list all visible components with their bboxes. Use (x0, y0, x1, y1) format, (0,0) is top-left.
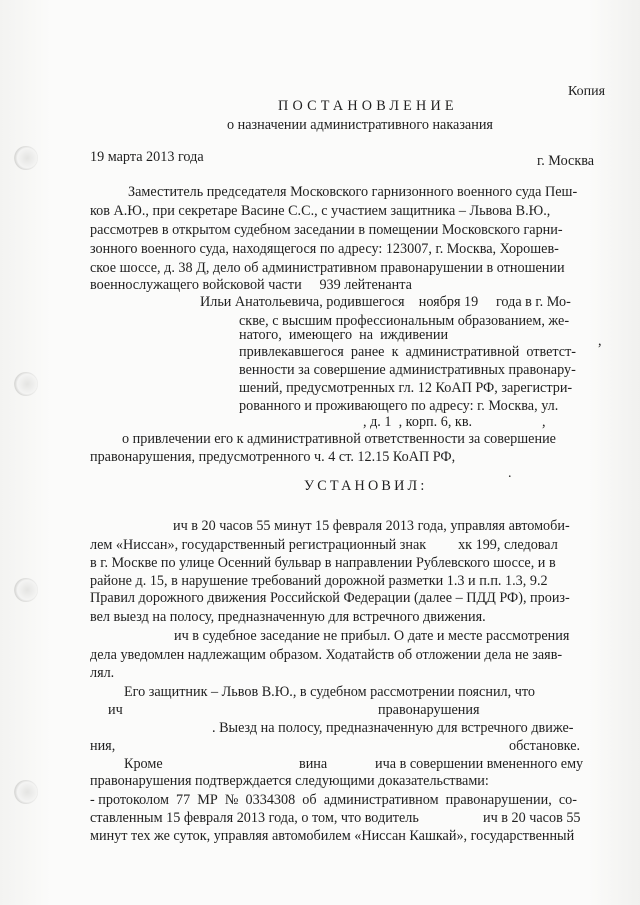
facts-line: вел выезд на полосу, предназначенную для встречного движения. (90, 609, 486, 625)
facts-line: в г. Москве по улице Осенний бульвар в направлении Рублевского шоссе, и в (90, 555, 556, 571)
evidence-line: ич в 20 часов 55 (483, 810, 581, 826)
facts-line: районе д. 15, в нарушение требований дорожной разметки 1.3 и п.п. 1.3, 9.2 (90, 573, 548, 589)
punch-hole (14, 146, 38, 170)
defense-line: ич (108, 702, 123, 718)
facts-line: лем «Ниссан», государственный регистрационный знак хк 199, следовал (90, 537, 558, 553)
person-line: натого, имеющего на иждивении (239, 327, 449, 343)
intro-line: Заместитель председателя Московского гарнизонного военного суда Пеш- (128, 184, 578, 200)
evidence-line: Кроме (124, 756, 163, 772)
person-line: шений, предусмотренных гл. 12 КоАП РФ, зарегистри- (239, 380, 573, 396)
absence-line: ич в судебное заседание не прибыл. О дате и месте рассмотрения (174, 628, 570, 644)
copy-label: Копия (568, 84, 606, 99)
evidence-line: правонарушения подтверждается следующими доказательствами: (90, 773, 489, 789)
defense-line: ния, (90, 738, 116, 754)
evidence-line: ича в совершении вмененного ему (375, 756, 584, 772)
punch-hole (14, 780, 38, 804)
facts-line: Правил дорожного движения Российской Федерации (далее – ПДД РФ), произ- (90, 590, 570, 606)
person-line: , (598, 333, 602, 349)
document-city: г. Москва (537, 153, 595, 169)
evidence-line: вина (299, 756, 328, 772)
intro-line: военнослужащего войсковой части 939 лейтенанта (90, 277, 412, 293)
intro-line: ское шоссе, д. 38 Д, дело об административном правонарушении в отношении (90, 260, 565, 276)
facts-line: ич в 20 часов 55 минут 15 февраля 2013 года, управляя автомоби- (173, 518, 570, 534)
person-line: скве, с высшим профессиональным образованием, же- (239, 313, 570, 329)
document-date: 19 марта 2013 года (90, 149, 204, 165)
evidence-line: ставленным 15 февраля 2013 года, о том, что водитель (90, 810, 419, 826)
document-title: ПОСТАНОВЛЕНИЕ (278, 98, 458, 114)
intro-line: зонного военного суда, находящегося по адресу: 123007, г. Москва, Хорошев- (90, 241, 559, 257)
evidence-line: - протоколом 77 МР № 0334308 об административном правонарушении, со- (90, 792, 577, 808)
absence-line: лял. (90, 665, 115, 681)
document-subtitle: о назначении административного наказания (227, 117, 493, 133)
person-line: рованного и проживающего по адресу: г. Москва, ул. (239, 398, 559, 414)
defense-line: правонарушения (378, 702, 480, 718)
defense-line: Его защитник – Львов В.Ю., в судебном рассмотрении пояснил, что (124, 684, 535, 700)
intro-line: рассмотрев в открытом судебном заседании в помещении Московского гарни- (90, 222, 563, 238)
established-heading: УСТАНОВИЛ: (304, 478, 428, 494)
person-line: венности за совершение административных правонару- (239, 362, 576, 378)
person-line: привлекавшегося ранее к административной ответст- (239, 344, 576, 360)
charge-line: о привлечении его к административной ответственности за совершение (122, 431, 556, 447)
punch-hole (14, 578, 38, 602)
defense-line: обстановке. (509, 738, 581, 754)
stray-mark: . (508, 466, 512, 481)
charge-line: правонарушения, предусмотренного ч. 4 ст. 12.15 КоАП РФ, (90, 449, 456, 465)
person-line: , д. 1 , корп. 6, кв. (363, 414, 473, 430)
punch-hole (14, 372, 38, 396)
defense-line: . Выезд на полосу, предназначенную для встречного движе- (212, 720, 574, 736)
evidence-line: минут тех же суток, управляя автомобилем «Ниссан Кашкай», государственный (90, 828, 575, 844)
person-line: , (542, 414, 546, 430)
intro-line: ков А.Ю., при секретаре Васине С.С., с участием защитника – Львова В.Ю., (90, 203, 551, 219)
absence-line: дела уведомлен надлежащим образом. Ходатайств об отложении дела не заяв- (90, 647, 563, 663)
person-line: Ильи Анатольевича, родившегося ноября 19 года в г. Мо- (200, 294, 571, 310)
